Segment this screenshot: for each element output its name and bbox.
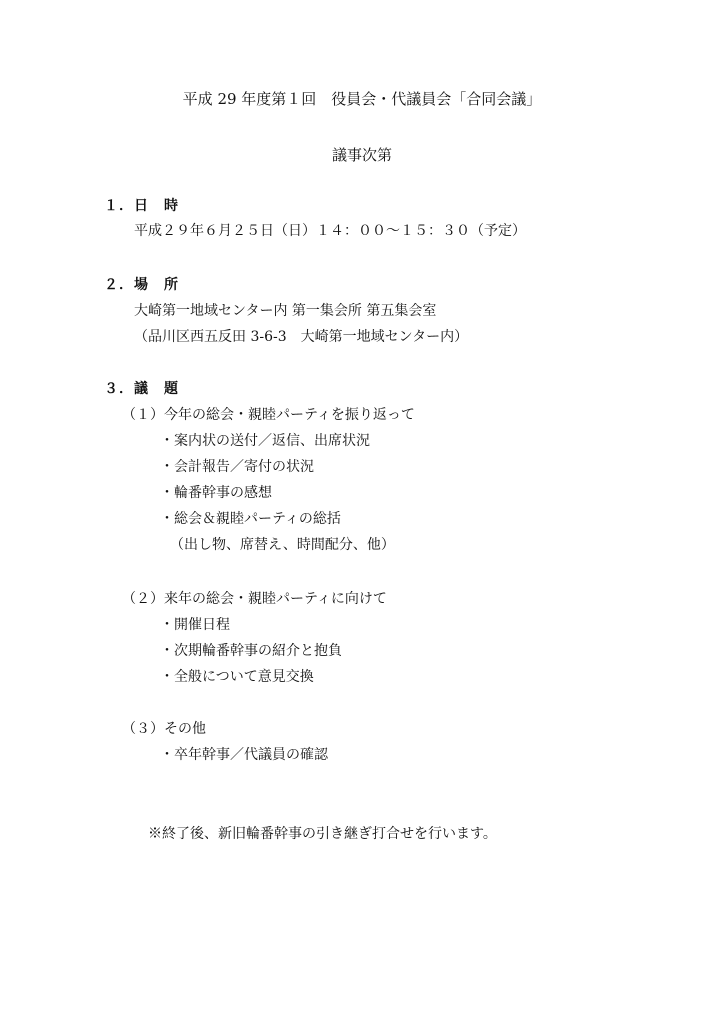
section-heading-agenda: ３．議 題 [104,381,179,397]
datetime-text: 平成２９年６月２５日（日）１４：００～１５：３０（予定） [134,223,526,239]
document-subtitle: 議事次第 [331,146,392,164]
agenda-subtopic-2: （２）来年の総会・親睦パーティに向けて [122,591,387,607]
place-line-2: （品川区西五反田 3-6-3 大崎第一地域センター内） [134,329,469,345]
section-heading-place: ２．場 所 [104,277,179,293]
document-title: 平成 29 年度第１回 役員会・代議員会「合同会議」 [182,90,542,108]
list-item: ・開催日程 [160,617,230,633]
place-line-1: 大崎第一地域センター内 第一集会所 第五集会室 [134,303,437,319]
agenda-subtopic-3: （３）その他 [122,721,206,737]
list-item: ・案内状の送付／返信、出席状況 [160,433,370,449]
list-item: ・会計報告／寄付の状況 [160,459,314,475]
section-heading-datetime: １．日 時 [104,198,179,214]
list-item: ・全般について意見交換 [160,669,314,685]
list-item-note: （出し物、席替え、時間配分、他） [170,537,395,553]
list-item: ・次期輪番幹事の紹介と抱負 [160,643,342,659]
list-item: ・卒年幹事／代議員の確認 [160,747,328,763]
list-item: ・輪番幹事の感想 [160,485,272,501]
closing-note: ※終了後、新旧輪番幹事の引き継ぎ打合せを行います。 [148,826,497,842]
agenda-subtopic-1: （１）今年の総会・親睦パーティを振り返って [122,407,415,423]
list-item: ・総会＆親睦パーティの総括 [160,511,341,527]
